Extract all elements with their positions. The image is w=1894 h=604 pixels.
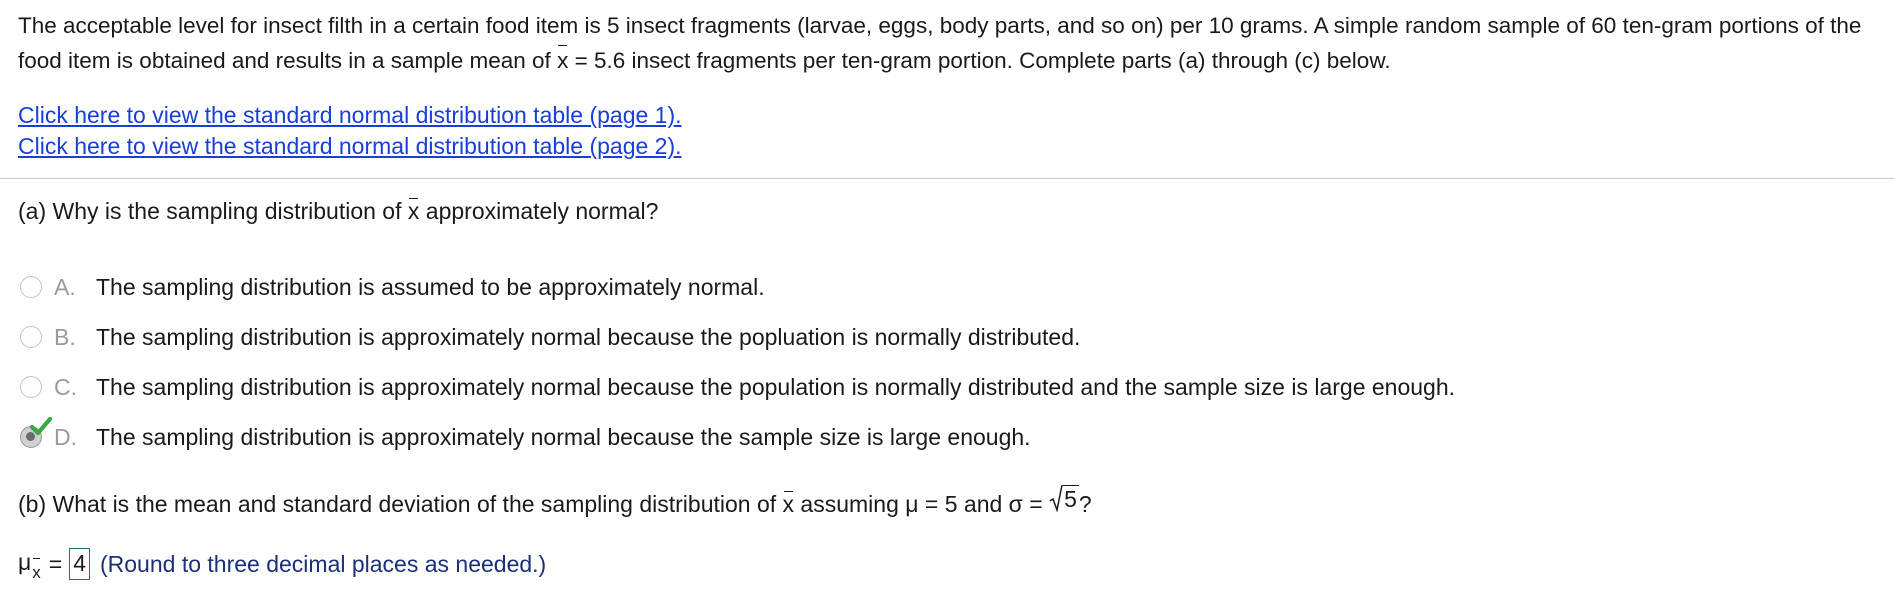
question-b-suffix: ? [1078, 491, 1092, 517]
radio-button-d-selected[interactable] [20, 426, 42, 448]
radio-button-b[interactable] [20, 326, 42, 348]
answer-options [20, 262, 1880, 462]
normal-table-link-page-1[interactable]: Click here to view the standard normal distribution table (page 1). [18, 102, 682, 128]
problem-text-end: = 5.6 insect fragments per ten-gram portion. Complete parts (a) through (c) below. [568, 48, 1391, 73]
option-text: The sampling distribution is approximately normal because the population is normally distributed and the sample size is large enough. [96, 373, 1456, 400]
problem-statement [18, 8, 1884, 78]
question-a-suffix: approximately normal? [419, 198, 659, 224]
option-d[interactable] [20, 412, 1880, 462]
question-a-prefix: (a) Why is the sampling distribution of [18, 198, 408, 224]
x-bar-symbol: x [557, 43, 568, 78]
section-divider [0, 178, 1894, 179]
option-c[interactable] [20, 362, 1880, 412]
mean-symbol [18, 546, 41, 581]
checkmark-icon [30, 417, 52, 437]
option-text: The sampling distribution is assumed to be approximately normal. [96, 273, 765, 300]
x-bar-subscript: x [32, 557, 41, 589]
x-bar-symbol: x [407, 198, 420, 224]
radio-button-c[interactable] [20, 376, 42, 398]
equals-sign: = [48, 550, 63, 577]
option-text: The sampling distribution is approximately normal because the popluation is normally distributed. [96, 323, 1081, 350]
option-letter: B. [54, 323, 76, 350]
option-letter: D. [54, 423, 77, 450]
radicand: 5 [1064, 486, 1077, 512]
option-a[interactable] [20, 262, 1880, 312]
option-letter: C. [54, 373, 77, 400]
question-part-b [18, 484, 1092, 519]
normal-table-link-page-2[interactable]: Click here to view the standard normal distribution table (page 2). [18, 133, 682, 159]
mean-answer-input[interactable]: 4 [69, 548, 90, 580]
question-b-prefix: (b) What is the mean and standard deviation of the sampling distribution of [18, 491, 783, 517]
question-b-middle: assuming μ = 5 and σ = [794, 491, 1050, 517]
question-part-a [18, 196, 658, 226]
option-b[interactable] [20, 312, 1880, 362]
rounding-hint: (Round to three decimal places as needed.) [100, 550, 547, 577]
radical-sign-icon [1049, 484, 1063, 512]
table-links [18, 100, 682, 162]
option-text: The sampling distribution is approximately normal because the sample size is large enough. [96, 423, 1031, 450]
x-bar-symbol: x [782, 491, 795, 517]
square-root [1049, 484, 1079, 512]
radio-button-a[interactable] [20, 276, 42, 298]
option-letter: A. [54, 273, 76, 300]
mean-answer-row [18, 546, 546, 581]
mu-symbol: μ [18, 549, 32, 575]
problem-text-start: The acceptable level for insect filth in a certain food item is 5 insect fragments (larvae, eggs, body parts, and so on) per 10 grams. A simple random sample of 60 ten-gram portions of the food item is obtained and results in a sample mean of [18, 13, 1862, 73]
